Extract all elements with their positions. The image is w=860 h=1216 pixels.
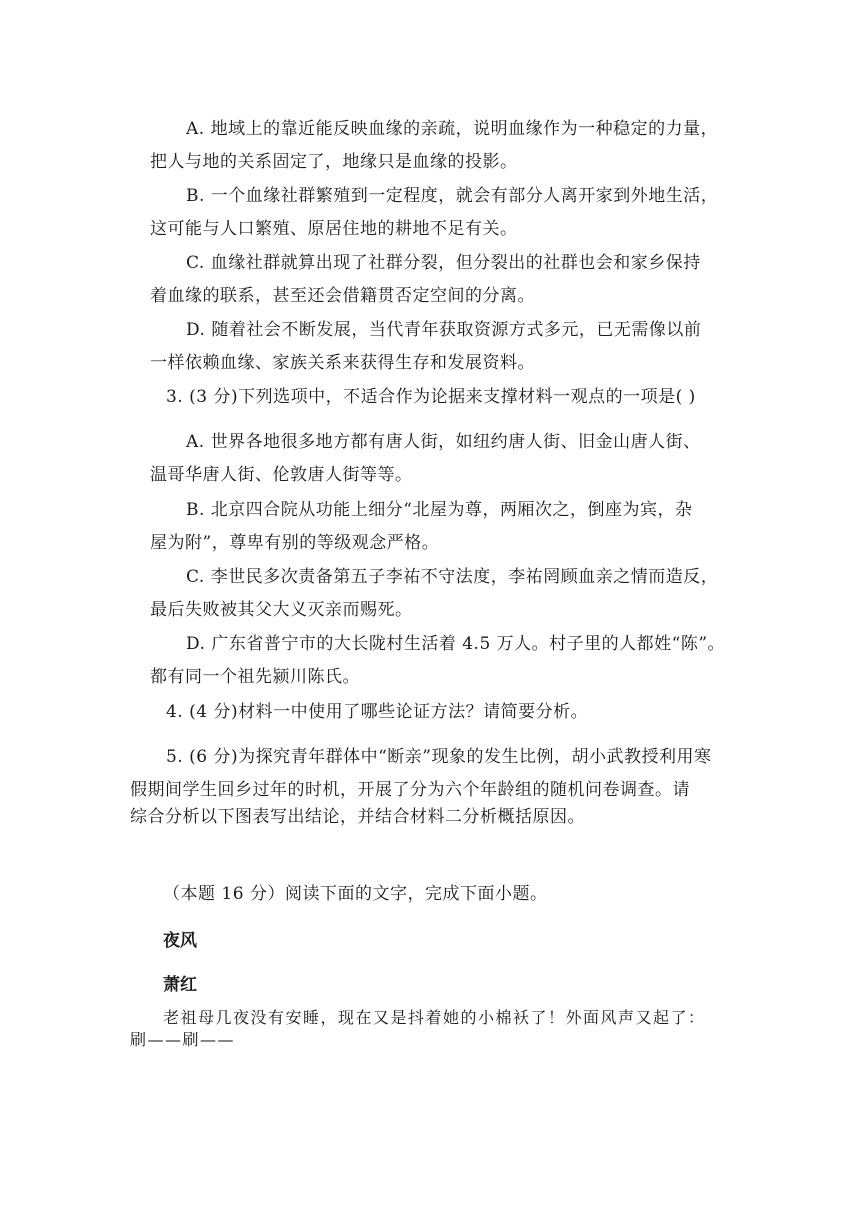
q2-option-b-line2: 这可能与人口繁殖、原居住地的耕地不足有关。	[150, 219, 518, 239]
q3-stem: 3. (3 分)下列选项中，不适合作为论据来支撑材料一观点的一项是( )	[166, 387, 696, 407]
q3-option-a-line1: A. 世界各地很多地方都有唐人街，如纽约唐人街、旧金山唐人街、	[186, 432, 701, 452]
q2-option-d-line1: D. 随着社会不断发展，当代青年获取资源方式多元，已无需像以前	[186, 320, 702, 340]
q5-line3: 综合分析以下图表写出结论，并结合材料二分析概括原因。	[130, 807, 585, 827]
story-title: 夜风	[163, 931, 197, 951]
q2-option-c-line2: 着血缘的联系，甚至还会借籍贯否定空间的分离。	[150, 286, 535, 306]
story-paragraph-line1: 老祖母几夜没有安睡，现在又是抖着她的小棉袄了！外面风声又起了：	[163, 1008, 706, 1027]
q5-line1: 5. (6 分)为探究青年群体中“断亲”现象的发生比例，胡小武教授利用寒	[166, 747, 712, 767]
q5-line2: 假期间学生回乡过年的时机，开展了分为六个年龄组的随机问卷调查。请	[130, 780, 690, 800]
q3-option-d-line2: 都有同一个祖先颍川陈氏。	[150, 667, 360, 687]
q2-option-a-line1: A. 地域上的靠近能反映血缘的亲疏，说明血缘作为一种稳定的力量，	[186, 119, 719, 139]
q2-option-c-line1: C. 血缘社群就算出现了社群分裂，但分裂出的社群也会和家乡保持	[186, 253, 701, 273]
story-author: 萧红	[163, 975, 197, 995]
q2-option-a-line2: 把人与地的关系固定了，地缘只是血缘的投影。	[150, 152, 518, 172]
q4-stem: 4. (4 分)材料一中使用了哪些论证方法？请简要分析。	[166, 702, 589, 722]
q3-option-b-line2: 屋为附”，尊卑有别的等级观念严格。	[150, 533, 440, 553]
q3-option-d-line1: D. 广东省普宁市的大长陇村生活着 4.5 万人。村子里的人都姓“陈”。	[186, 634, 726, 654]
q2-option-d-line2: 一样依赖血缘、家族关系来获得生存和发展资料。	[150, 353, 535, 373]
q2-option-b-line1: B. 一个血缘社群繁殖到一定程度，就会有部分人离开家到外地生活，	[186, 186, 719, 206]
story-paragraph-line2: 刷——刷——	[130, 1030, 236, 1049]
q3-option-c-line2: 最后失败被其父大义灭亲而赐死。	[150, 600, 413, 620]
q3-option-b-line1: B. 北京四合院从功能上细分“北屋为尊，两厢次之，倒座为宾，杂	[186, 500, 693, 520]
q3-option-c-line1: C. 李世民多次责备第五子李祐不守法度，李祐罔顾血亲之情而造反，	[186, 567, 719, 587]
section-intro: （本题 16 分）阅读下面的文字，完成下面小题。	[163, 884, 548, 904]
q3-option-a-line2: 温哥华唐人街、伦敦唐人街等等。	[150, 465, 413, 485]
